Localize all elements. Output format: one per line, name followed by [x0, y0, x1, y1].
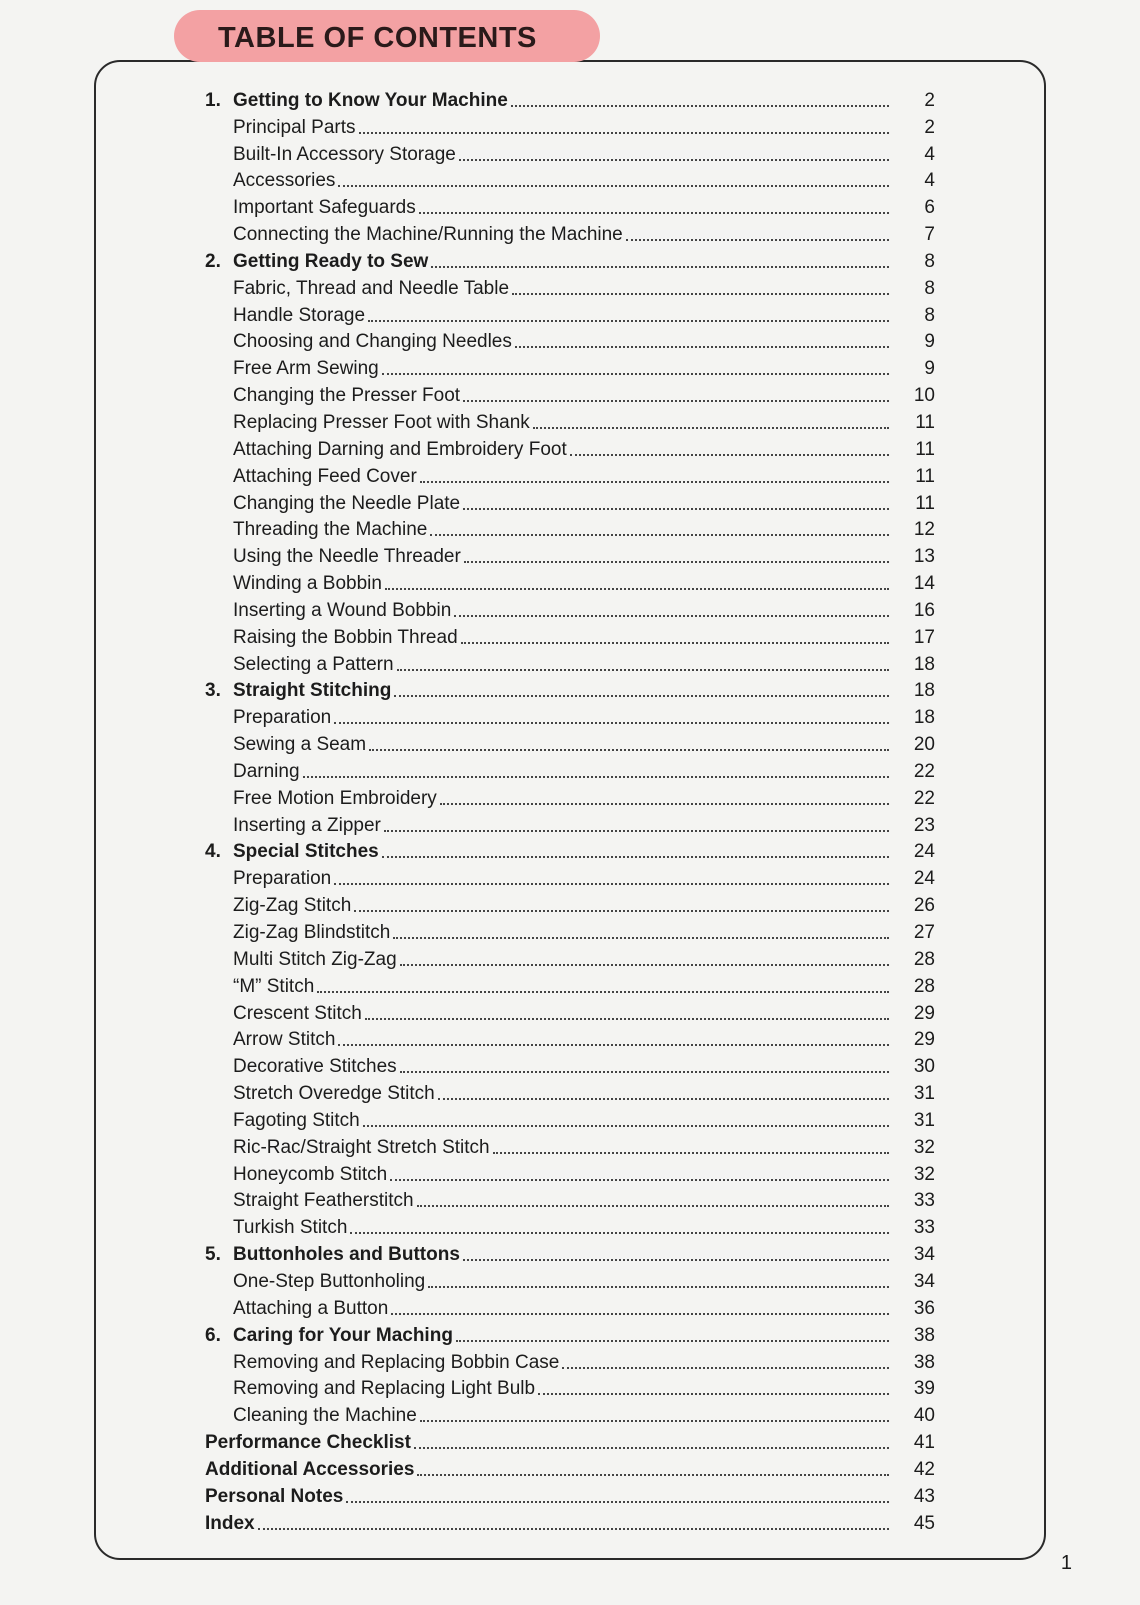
toc-label-group — [205, 949, 397, 971]
toc-entry-title: Changing the Needle Plate — [233, 492, 461, 514]
toc-page-number: 31 — [913, 1083, 935, 1105]
toc-label-group — [205, 385, 460, 407]
toc-page-number: 18 — [913, 653, 935, 675]
dot-leader — [365, 1018, 889, 1020]
toc-label-group — [205, 358, 379, 380]
dot-leader — [538, 1393, 889, 1395]
dot-leader — [368, 320, 889, 322]
toc-entry-title: Additional Accessories — [205, 1458, 415, 1480]
toc-label-group — [205, 1298, 388, 1320]
dot-leader — [393, 937, 889, 939]
toc-label-group — [205, 654, 394, 676]
toc-entry-title: Crescent Stitch — [233, 1002, 362, 1024]
toc-page-number: 9 — [924, 358, 935, 380]
toc-page-number: 33 — [913, 1190, 935, 1212]
dot-leader — [440, 803, 889, 805]
toc-subentry — [205, 702, 935, 729]
toc-page-number: 33 — [913, 1217, 935, 1239]
toc-page-number: 38 — [913, 1351, 935, 1373]
toc-entry-title: Performance Checklist — [205, 1432, 411, 1454]
toc-subentry — [205, 327, 935, 354]
toc-entry-title: Caring for Your Maching — [233, 1324, 453, 1346]
dot-leader — [626, 239, 889, 241]
toc-page-number: 27 — [913, 922, 935, 943]
toc-page-number: 32 — [913, 1163, 935, 1185]
table-of-contents — [205, 85, 935, 1535]
toc-label-group — [205, 680, 391, 702]
toc-subentry — [205, 863, 935, 890]
toc-page-number: 29 — [913, 1029, 935, 1051]
dot-leader — [438, 1098, 889, 1100]
toc-label-group — [205, 224, 623, 246]
toc-page-number: 20 — [913, 734, 935, 756]
toc-page-number: 11 — [915, 465, 935, 487]
toc-entry-title: Arrow Stitch — [233, 1029, 336, 1051]
toc-label-group — [205, 734, 366, 756]
toc-entry-title: Connecting the Machine/Running the Machine — [233, 224, 623, 246]
toc-page-number: 4 — [924, 143, 935, 165]
toc-label-group — [205, 1029, 335, 1051]
dot-leader — [420, 1420, 889, 1422]
dot-leader — [394, 695, 889, 697]
toc-entry-title: Preparation — [233, 868, 332, 890]
toc-page-number: 45 — [913, 1512, 935, 1534]
toc-entry-title: Preparation — [233, 707, 332, 729]
toc-label-group — [205, 251, 428, 273]
toc-section-entry — [205, 1427, 935, 1454]
toc-section-entry — [205, 1320, 935, 1347]
toc-section-entry — [205, 837, 935, 864]
toc-page-number: 40 — [913, 1405, 935, 1427]
dot-leader — [533, 427, 889, 429]
dot-leader — [420, 481, 889, 483]
toc-label-group — [205, 331, 512, 353]
toc-subentry — [205, 998, 935, 1025]
toc-entry-title: Buttonholes and Buttons — [233, 1244, 460, 1266]
toc-label-group — [205, 1056, 397, 1078]
toc-subentry — [205, 515, 935, 542]
toc-entry-title: Fabric, Thread and Needle Table — [233, 277, 510, 299]
toc-entry-title: Important Safeguards — [233, 197, 416, 219]
toc-label-group — [205, 1325, 453, 1347]
toc-entry-title: “M” Stitch — [233, 975, 315, 997]
toc-page-number: 34 — [913, 1244, 935, 1266]
toc-section-entry — [205, 676, 935, 703]
dot-leader — [384, 830, 889, 832]
toc-subentry — [205, 971, 935, 998]
toc-entry-title: Raising the Bobbin Thread — [233, 626, 458, 648]
toc-subentry — [205, 461, 935, 488]
toc-label-group — [205, 466, 417, 488]
toc-subentry — [205, 219, 935, 246]
toc-subentry — [205, 166, 935, 193]
toc-entry-title: Free Arm Sewing — [233, 358, 379, 380]
dot-leader — [562, 1367, 889, 1369]
toc-subentry — [205, 890, 935, 917]
toc-subentry — [205, 488, 935, 515]
toc-label-group — [205, 117, 356, 139]
toc-entry-title: Removing and Replacing Bobbin Case — [233, 1351, 560, 1373]
toc-label-group — [205, 1513, 255, 1535]
dot-leader — [382, 373, 889, 375]
dot-leader — [463, 1259, 889, 1261]
toc-entry-title: Darning — [233, 760, 300, 782]
toc-page-number: 8 — [924, 277, 935, 299]
dot-leader — [382, 856, 889, 858]
toc-page-number: 7 — [924, 224, 935, 246]
toc-subentry — [205, 783, 935, 810]
toc-page-number: 8 — [924, 304, 935, 326]
toc-subentry — [205, 1347, 935, 1374]
toc-label-group — [205, 1003, 362, 1025]
toc-section-number: 6. — [205, 1324, 221, 1346]
dot-leader — [334, 722, 889, 724]
toc-section-entry — [205, 1481, 935, 1508]
toc-section-number: 4. — [205, 841, 221, 863]
dot-leader — [454, 615, 889, 617]
toc-entry-title: Index — [205, 1512, 255, 1534]
toc-entry-title: Winding a Bobbin — [233, 573, 382, 595]
toc-page-number: 34 — [913, 1270, 935, 1292]
toc-section-number: 3. — [205, 680, 221, 702]
toc-subentry — [205, 273, 935, 300]
toc-entry-title: Straight Featherstitch — [233, 1190, 414, 1212]
toc-label-group — [205, 868, 331, 890]
toc-label-group — [205, 197, 416, 219]
toc-label-group — [205, 305, 365, 327]
dot-leader — [461, 642, 889, 644]
toc-subentry — [205, 729, 935, 756]
toc-page-number: 11 — [915, 438, 935, 460]
toc-label-group — [205, 1244, 460, 1266]
toc-entry-title: Stretch Overedge Stitch — [233, 1083, 435, 1105]
dot-leader — [428, 1286, 889, 1288]
toc-label-group — [205, 170, 335, 192]
toc-entry-title: Built-In Accessory Storage — [233, 143, 456, 165]
toc-subentry — [205, 434, 935, 461]
dot-leader — [430, 534, 889, 536]
toc-page-number: 17 — [913, 626, 935, 648]
dot-leader — [512, 293, 889, 295]
toc-label-group — [205, 895, 351, 917]
toc-entry-title: Selecting a Pattern — [233, 653, 394, 675]
toc-subentry — [205, 541, 935, 568]
toc-label-group — [205, 1164, 387, 1186]
dot-leader — [515, 346, 889, 348]
toc-label-group — [205, 841, 379, 863]
toc-page-number: 38 — [913, 1324, 935, 1346]
toc-section-number: 5. — [205, 1244, 221, 1266]
toc-label-group — [205, 600, 451, 622]
toc-entry-title: Getting Ready to Sew — [233, 250, 429, 272]
toc-subentry — [205, 1159, 935, 1186]
toc-page-number: 22 — [913, 760, 935, 782]
toc-entry-title: Using the Needle Threader — [233, 546, 461, 568]
toc-entry-title: Zig-Zag Blindstitch — [233, 922, 391, 943]
toc-page-number: 39 — [913, 1378, 935, 1400]
dot-leader — [400, 964, 889, 966]
dot-leader — [258, 1528, 889, 1530]
toc-page-number: 22 — [913, 787, 935, 809]
toc-label-group — [205, 1110, 360, 1132]
toc-section-number: 2. — [205, 250, 221, 272]
toc-entry-title: Attaching Feed Cover — [233, 465, 417, 487]
toc-page-number: 31 — [913, 1109, 935, 1131]
toc-entry-title: Multi Stitch Zig-Zag — [233, 948, 397, 970]
toc-label-group — [205, 1432, 411, 1454]
toc-page-number: 2 — [924, 89, 935, 111]
toc-subentry — [205, 568, 935, 595]
toc-entry-title: Ric-Rac/Straight Stretch Stitch — [233, 1136, 490, 1158]
toc-entry-title: Inserting a Wound Bobbin — [233, 599, 452, 621]
toc-entry-title: Decorative Stitches — [233, 1056, 397, 1078]
toc-label-group — [205, 976, 314, 998]
dot-leader — [334, 883, 889, 885]
toc-subentry — [205, 917, 935, 944]
toc-page-number: 18 — [913, 680, 935, 702]
toc-subentry — [205, 1212, 935, 1239]
toc-section-number: 1. — [205, 89, 221, 111]
dot-leader — [463, 400, 889, 402]
toc-label-group — [205, 519, 427, 541]
dot-leader — [385, 588, 889, 590]
toc-page-number: 41 — [913, 1432, 935, 1454]
toc-label-group — [205, 707, 331, 729]
dot-leader — [390, 1179, 889, 1181]
toc-subentry — [205, 112, 935, 139]
dot-leader — [431, 266, 889, 268]
dot-leader — [350, 1232, 889, 1234]
toc-page-number: 4 — [924, 170, 935, 192]
page-number: 1 — [1060, 1552, 1072, 1574]
toc-label-group — [205, 1459, 414, 1481]
toc-entry-title: Turkish Stitch — [233, 1217, 348, 1239]
toc-page-number: 23 — [913, 814, 935, 836]
toc-entry-title: Threading the Machine — [233, 519, 428, 541]
dot-leader — [391, 1313, 889, 1315]
toc-page-number: 12 — [913, 519, 935, 541]
dot-leader — [369, 749, 889, 751]
dot-leader — [511, 105, 889, 107]
dot-leader — [338, 1044, 889, 1046]
toc-subentry — [205, 649, 935, 676]
dot-leader — [459, 159, 889, 161]
toc-section-entry — [205, 1508, 935, 1535]
dot-leader — [463, 508, 889, 510]
toc-page-number: 11 — [915, 492, 935, 514]
toc-page-number: 14 — [913, 573, 935, 595]
toc-label-group — [205, 922, 390, 944]
dot-leader — [493, 1152, 889, 1154]
toc-subentry — [205, 1186, 935, 1213]
toc-section-entry — [205, 246, 935, 273]
toc-label-group — [205, 1083, 435, 1105]
toc-label-group — [205, 761, 300, 783]
toc-label-group — [205, 1271, 425, 1293]
dot-leader — [400, 1071, 889, 1073]
toc-label-group — [205, 1217, 347, 1239]
toc-page-number: 8 — [924, 250, 935, 272]
toc-label-group — [205, 278, 509, 300]
dot-leader — [414, 1447, 889, 1449]
toc-label-group — [205, 439, 567, 461]
toc-label-group — [205, 1405, 417, 1427]
dot-leader — [417, 1474, 889, 1476]
toc-entry-title: Principal Parts — [233, 116, 356, 138]
toc-entry-title: Sewing a Seam — [233, 734, 367, 756]
toc-subentry — [205, 192, 935, 219]
toc-subentry — [205, 595, 935, 622]
toc-subentry — [205, 1105, 935, 1132]
toc-label-group — [205, 815, 381, 837]
toc-section-entry — [205, 1239, 935, 1266]
toc-label-group — [205, 546, 461, 568]
toc-entry-title: Inserting a Zipper — [233, 814, 381, 836]
toc-page-number: 32 — [913, 1136, 935, 1158]
toc-entry-title: Replacing Presser Foot with Shank — [233, 411, 530, 433]
dot-leader — [397, 669, 889, 671]
toc-entry-title: Personal Notes — [205, 1485, 344, 1507]
toc-subentry — [205, 1400, 935, 1427]
toc-page-number: 42 — [913, 1458, 935, 1480]
toc-entry-title: Changing the Presser Foot — [233, 385, 461, 407]
page-title: TABLE OF CONTENTS — [174, 10, 600, 62]
toc-label-group — [205, 1378, 535, 1400]
toc-subentry — [205, 1374, 935, 1401]
toc-page-number: 30 — [913, 1056, 935, 1078]
dot-leader — [456, 1340, 889, 1342]
toc-subentry — [205, 407, 935, 434]
toc-subentry — [205, 1051, 935, 1078]
toc-subentry — [205, 810, 935, 837]
toc-label-group — [205, 412, 530, 434]
toc-page-number: 13 — [913, 546, 935, 568]
toc-entry-title: Cleaning the Machine — [233, 1405, 417, 1427]
toc-entry-title: Attaching Darning and Embroidery Foot — [233, 438, 567, 460]
toc-page-number: 29 — [913, 1002, 935, 1024]
toc-entry-title: Special Stitches — [233, 841, 379, 863]
toc-page-number: 24 — [913, 868, 935, 890]
toc-page-number: 43 — [913, 1485, 935, 1507]
toc-label-group — [205, 788, 437, 810]
toc-label-group — [205, 90, 508, 112]
toc-section-entry — [205, 1454, 935, 1481]
toc-label-group — [205, 1486, 343, 1508]
toc-subentry — [205, 1078, 935, 1105]
toc-page-number: 16 — [913, 599, 935, 621]
toc-label-group — [205, 1137, 490, 1159]
toc-page-number: 10 — [913, 385, 935, 407]
dot-leader — [419, 212, 889, 214]
dot-leader — [363, 1125, 889, 1127]
toc-entry-title: Fagoting Stitch — [233, 1109, 360, 1131]
toc-page-number: 2 — [924, 116, 935, 138]
toc-subentry — [205, 622, 935, 649]
toc-subentry — [205, 756, 935, 783]
dot-leader — [570, 454, 889, 456]
toc-entry-title: One-Step Buttonholing — [233, 1270, 426, 1292]
toc-subentry — [205, 353, 935, 380]
toc-label-group — [205, 1190, 414, 1212]
toc-subentry — [205, 1025, 935, 1052]
toc-entry-title: Free Motion Embroidery — [233, 787, 437, 809]
toc-label-group — [205, 627, 458, 649]
toc-page-number: 24 — [913, 841, 935, 863]
dot-leader — [354, 910, 889, 912]
toc-entry-title: Handle Storage — [233, 304, 366, 326]
toc-entry-title: Straight Stitching — [233, 680, 392, 702]
dot-leader — [417, 1205, 889, 1207]
toc-section-entry — [205, 85, 935, 112]
toc-subentry — [205, 1266, 935, 1293]
dot-leader — [359, 132, 890, 134]
toc-label-group — [205, 1352, 559, 1374]
toc-page-number: 6 — [924, 197, 935, 219]
dot-leader — [346, 1501, 889, 1503]
toc-label-group — [205, 573, 382, 595]
toc-subentry — [205, 300, 935, 327]
toc-entry-title: Choosing and Changing Needles — [233, 331, 512, 353]
toc-page-number: 26 — [913, 895, 935, 917]
toc-entry-title: Attaching a Button — [233, 1297, 389, 1319]
toc-label-group — [205, 144, 456, 166]
toc-entry-title: Accessories — [233, 170, 336, 192]
toc-entry-title: Getting to Know Your Machine — [233, 89, 508, 111]
dot-leader — [303, 776, 889, 778]
toc-page-number: 11 — [915, 411, 935, 433]
toc-page-number: 18 — [913, 707, 935, 729]
toc-subentry — [205, 139, 935, 166]
dot-leader — [317, 991, 889, 993]
toc-subentry — [205, 944, 935, 971]
toc-page-number: 28 — [913, 948, 935, 970]
toc-page-number: 36 — [913, 1297, 935, 1319]
toc-entry-title: Removing and Replacing Light Bulb — [233, 1378, 536, 1400]
toc-subentry — [205, 1293, 935, 1320]
toc-subentry — [205, 1132, 935, 1159]
dot-leader — [464, 561, 889, 563]
toc-subentry — [205, 380, 935, 407]
toc-entry-title: Honeycomb Stitch — [233, 1163, 388, 1185]
toc-label-group — [205, 493, 460, 515]
toc-page-number: 9 — [924, 331, 935, 353]
toc-entry-title: Zig-Zag Stitch — [233, 895, 352, 917]
dot-leader — [338, 185, 889, 187]
toc-page-number: 28 — [913, 975, 935, 997]
